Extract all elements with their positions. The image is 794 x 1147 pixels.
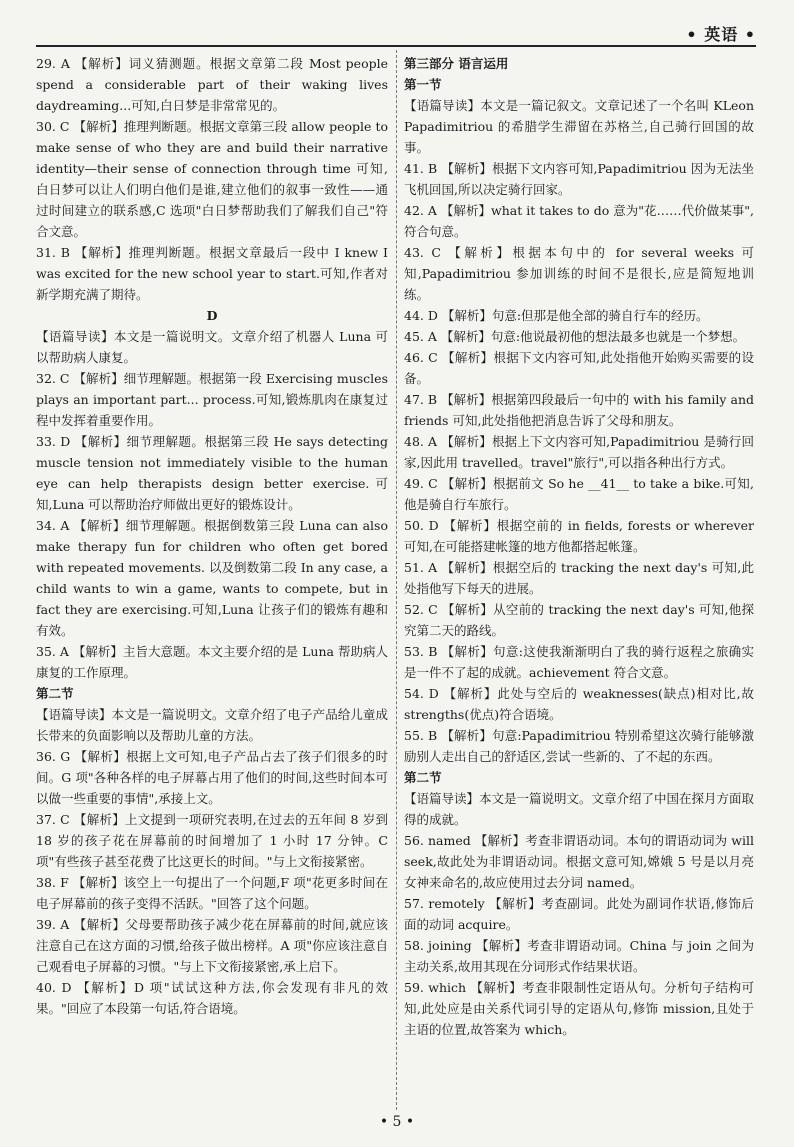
answer-38: 38. F 【解析】该空上一句提出了一个问题,F 项"花更多时间在电子屏幕前的孩子变得不活跃。"回答了这个问题。 <box>36 875 388 911</box>
answer-44: 44. D 【解析】句意:但那是他全部的骑自行车的经历。 <box>404 308 709 323</box>
answer-55: 55. B 【解析】句意:Papadimitriou 特别希望这次骑行能够激励别人走出自己的舒适区,尝试一些新的、了不起的东西。 <box>404 728 754 764</box>
page-number: • 5 • <box>379 1114 415 1130</box>
answer-39: 39. A 【解析】父母要帮助孩子减少花在屏幕前的时间,就应该注意自己在这方面的习惯,给孩子做出榜样。A 项"你应该注意自己观看电子屏幕的习惯。"与上下文衔接紧密,承上启下。 <box>36 917 388 974</box>
answer-36: 36. G 【解析】根据上文可知,电子产品占去了孩子们很多的时间。G 项"各种各样的电子屏幕占用了他们的时间,这些时间本可以做一些重要的事情",承接上文。 <box>36 749 388 806</box>
answer-33: 33. D 【解析】细节理解题。根据第三段 He says detecting muscle tension not immediately visible to the human eye can help therapists design better exercise.可知,Luna 可以帮助治疗师做出更好的锻炼设计。 <box>36 434 388 512</box>
section-heading-2: 第二节 <box>36 686 74 701</box>
section-d-heading: D <box>206 308 218 323</box>
answer-42: 42. A 【解析】what it takes to do 意为"花……代价做某事",符合句意。 <box>404 203 754 239</box>
answer-43: 43. C 【解析】根据本句中的 for several weeks 可知,Papadimitriou 参加训练的时间不是很长,应是简短地训练。 <box>404 245 754 302</box>
answer-35: 35. A 【解析】主旨大意题。本文主要介绍的是 Luna 帮助病人康复的工作原理。 <box>36 644 388 680</box>
passage-guide-3-2: 【语篇导读】本文是一篇说明文。文章介绍了中国在探月方面取得的成就。 <box>404 791 755 827</box>
answer-29: 29. A 【解析】词义猜测题。根据文章第二段 Most people spend a considerable part of their waking lives daydreaming...可知,白日梦是非常常见的。 <box>36 56 388 113</box>
answer-37: 37. C 【解析】上文提到一项研究表明,在过去的五年间 8 岁到 18 岁的孩子花在屏幕前的时间增加了 1 小时 17 分钟。C 项"有些孩子甚至花费了比这更长的时间。"与上文衔接紧密。 <box>36 812 388 869</box>
answer-56: 56. named 【解析】考查非谓语动词。本句的谓语动词为 will seek,故此处为非谓语动词。根据文意可知,嫦娥 5 号是以月亮女神来命名的,故应使用过去分词 named。 <box>404 833 754 890</box>
passage-guide-3-1: 【语篇导读】本文是一篇记叙文。文章记述了一个名叫 KLeon Papadimitriou 的希腊学生滞留在苏格兰,自己骑行回国的故事。 <box>404 98 754 155</box>
answer-31: 31. B 【解析】推理判断题。根据文章最后一段中 I knew I was excited for the new school year to start.可知,作者对新学期充满了期待。 <box>36 245 388 302</box>
answer-49: 49. C 【解析】根据前文 So he __41__ to take a bike.可知,他是骑自行车旅行。 <box>404 476 754 512</box>
answer-58: 58. joining 【解析】考查非谓语动词。China 与 join 之间为主动关系,故用其现在分词形式作结果状语。 <box>404 938 754 974</box>
answer-54: 54. D 【解析】此处与空后的 weaknesses(缺点)相对比,故 strengths(优点)符合语境。 <box>404 686 754 722</box>
answer-50: 50. D 【解析】根据空前的 in fields, forests or wherever 可知,在可能搭建帐篷的地方他都搭起帐篷。 <box>404 518 754 554</box>
answer-45: 45. A 【解析】句意:他说最初他的想法最多也就是一个梦想。 <box>404 329 746 344</box>
subject-header: • 英语 • <box>686 25 756 44</box>
answer-40: 40. D 【解析】D 项"试试这种方法,你会发现有非凡的效果。"回应了本段第一句话,符合语境。 <box>36 980 388 1016</box>
answer-47: 47. B 【解析】根据第四段最后一句中的 with his family and friends 可知,此处指他把消息告诉了父母和朋友。 <box>404 392 754 428</box>
section-heading-1: 第一节 <box>404 77 442 92</box>
passage-guide-d: 【语篇导读】本文是一篇说明文。文章介绍了机器人 Luna 可以帮助病人康复。 <box>36 329 388 365</box>
answer-46: 46. C 【解析】根据下文内容可知,此处指他开始购买需要的设备。 <box>404 350 754 386</box>
answer-59: 59. which 【解析】考查非限制性定语从句。分析句子结构可知,此处应是由关系代词引导的定语从句,修饰 mission,且处于主语的位置,故答案为 which。 <box>404 980 754 1037</box>
answer-41: 41. B 【解析】根据下文内容可知,Papadimitriou 因为无法坐飞机回国,所以决定骑行回家。 <box>404 161 754 197</box>
answer-53: 53. B 【解析】句意:这使我渐渐明白了我的骑行返程之旅确实是一件不了起的成就。achievement 符合文意。 <box>404 644 754 680</box>
part-three-heading: 第三部分 语言运用 <box>404 56 509 71</box>
answer-48: 48. A 【解析】根据上下文内容可知,Papadimitriou 是骑行回家,因此用 travelled。travel"旅行",可以指各种出行方式。 <box>404 434 754 470</box>
header-rule <box>36 45 756 47</box>
answer-34: 34. A 【解析】细节理解题。根据倒数第三段 Luna can also make therapy fun for children who often get bored with repeated movements. 以及倒数第二段 In any case, a child wants to win a game, wants to compete, but in fact they are exercising.可知,Luna 让孩子们的锻炼有趣和有效。 <box>36 518 388 638</box>
answer-52: 52. C 【解析】从空前的 tracking the next day's 可知,他探究第二天的路线。 <box>404 602 754 638</box>
answer-30: 30. C 【解析】推理判断题。根据文章第三段 allow people to make sense of who they are and build their narrative identity—their sense of connection through time 可知,白日梦可以让人们明白他们是谁,建立他们的叙事一致性——通过时间建立的联系感,C 选项"白日梦帮助我们了解我们自己"符合文意。 <box>36 119 388 239</box>
right-column <box>404 53 754 1040</box>
answer-51: 51. A 【解析】根据空后的 tracking the next day's 可知,此处指他写下每天的进展。 <box>404 560 754 596</box>
left-column <box>36 53 388 1019</box>
section-heading-3-2: 第二节 <box>404 770 442 785</box>
answer-57: 57. remotely 【解析】考查副词。此处为副词作状语,修饰后面的动词 acquire。 <box>404 896 754 932</box>
passage-guide-2: 【语篇导读】本文是一篇说明文。文章介绍了电子产品给儿童成长带来的负面影响以及帮助儿童的方法。 <box>36 707 388 743</box>
answer-32: 32. C 【解析】细节理解题。根据第一段 Exercising muscles plays an important part... process.可知,锻炼肌肉在康复过程中发挥着重要作用。 <box>36 371 388 428</box>
column-divider <box>396 50 397 1110</box>
